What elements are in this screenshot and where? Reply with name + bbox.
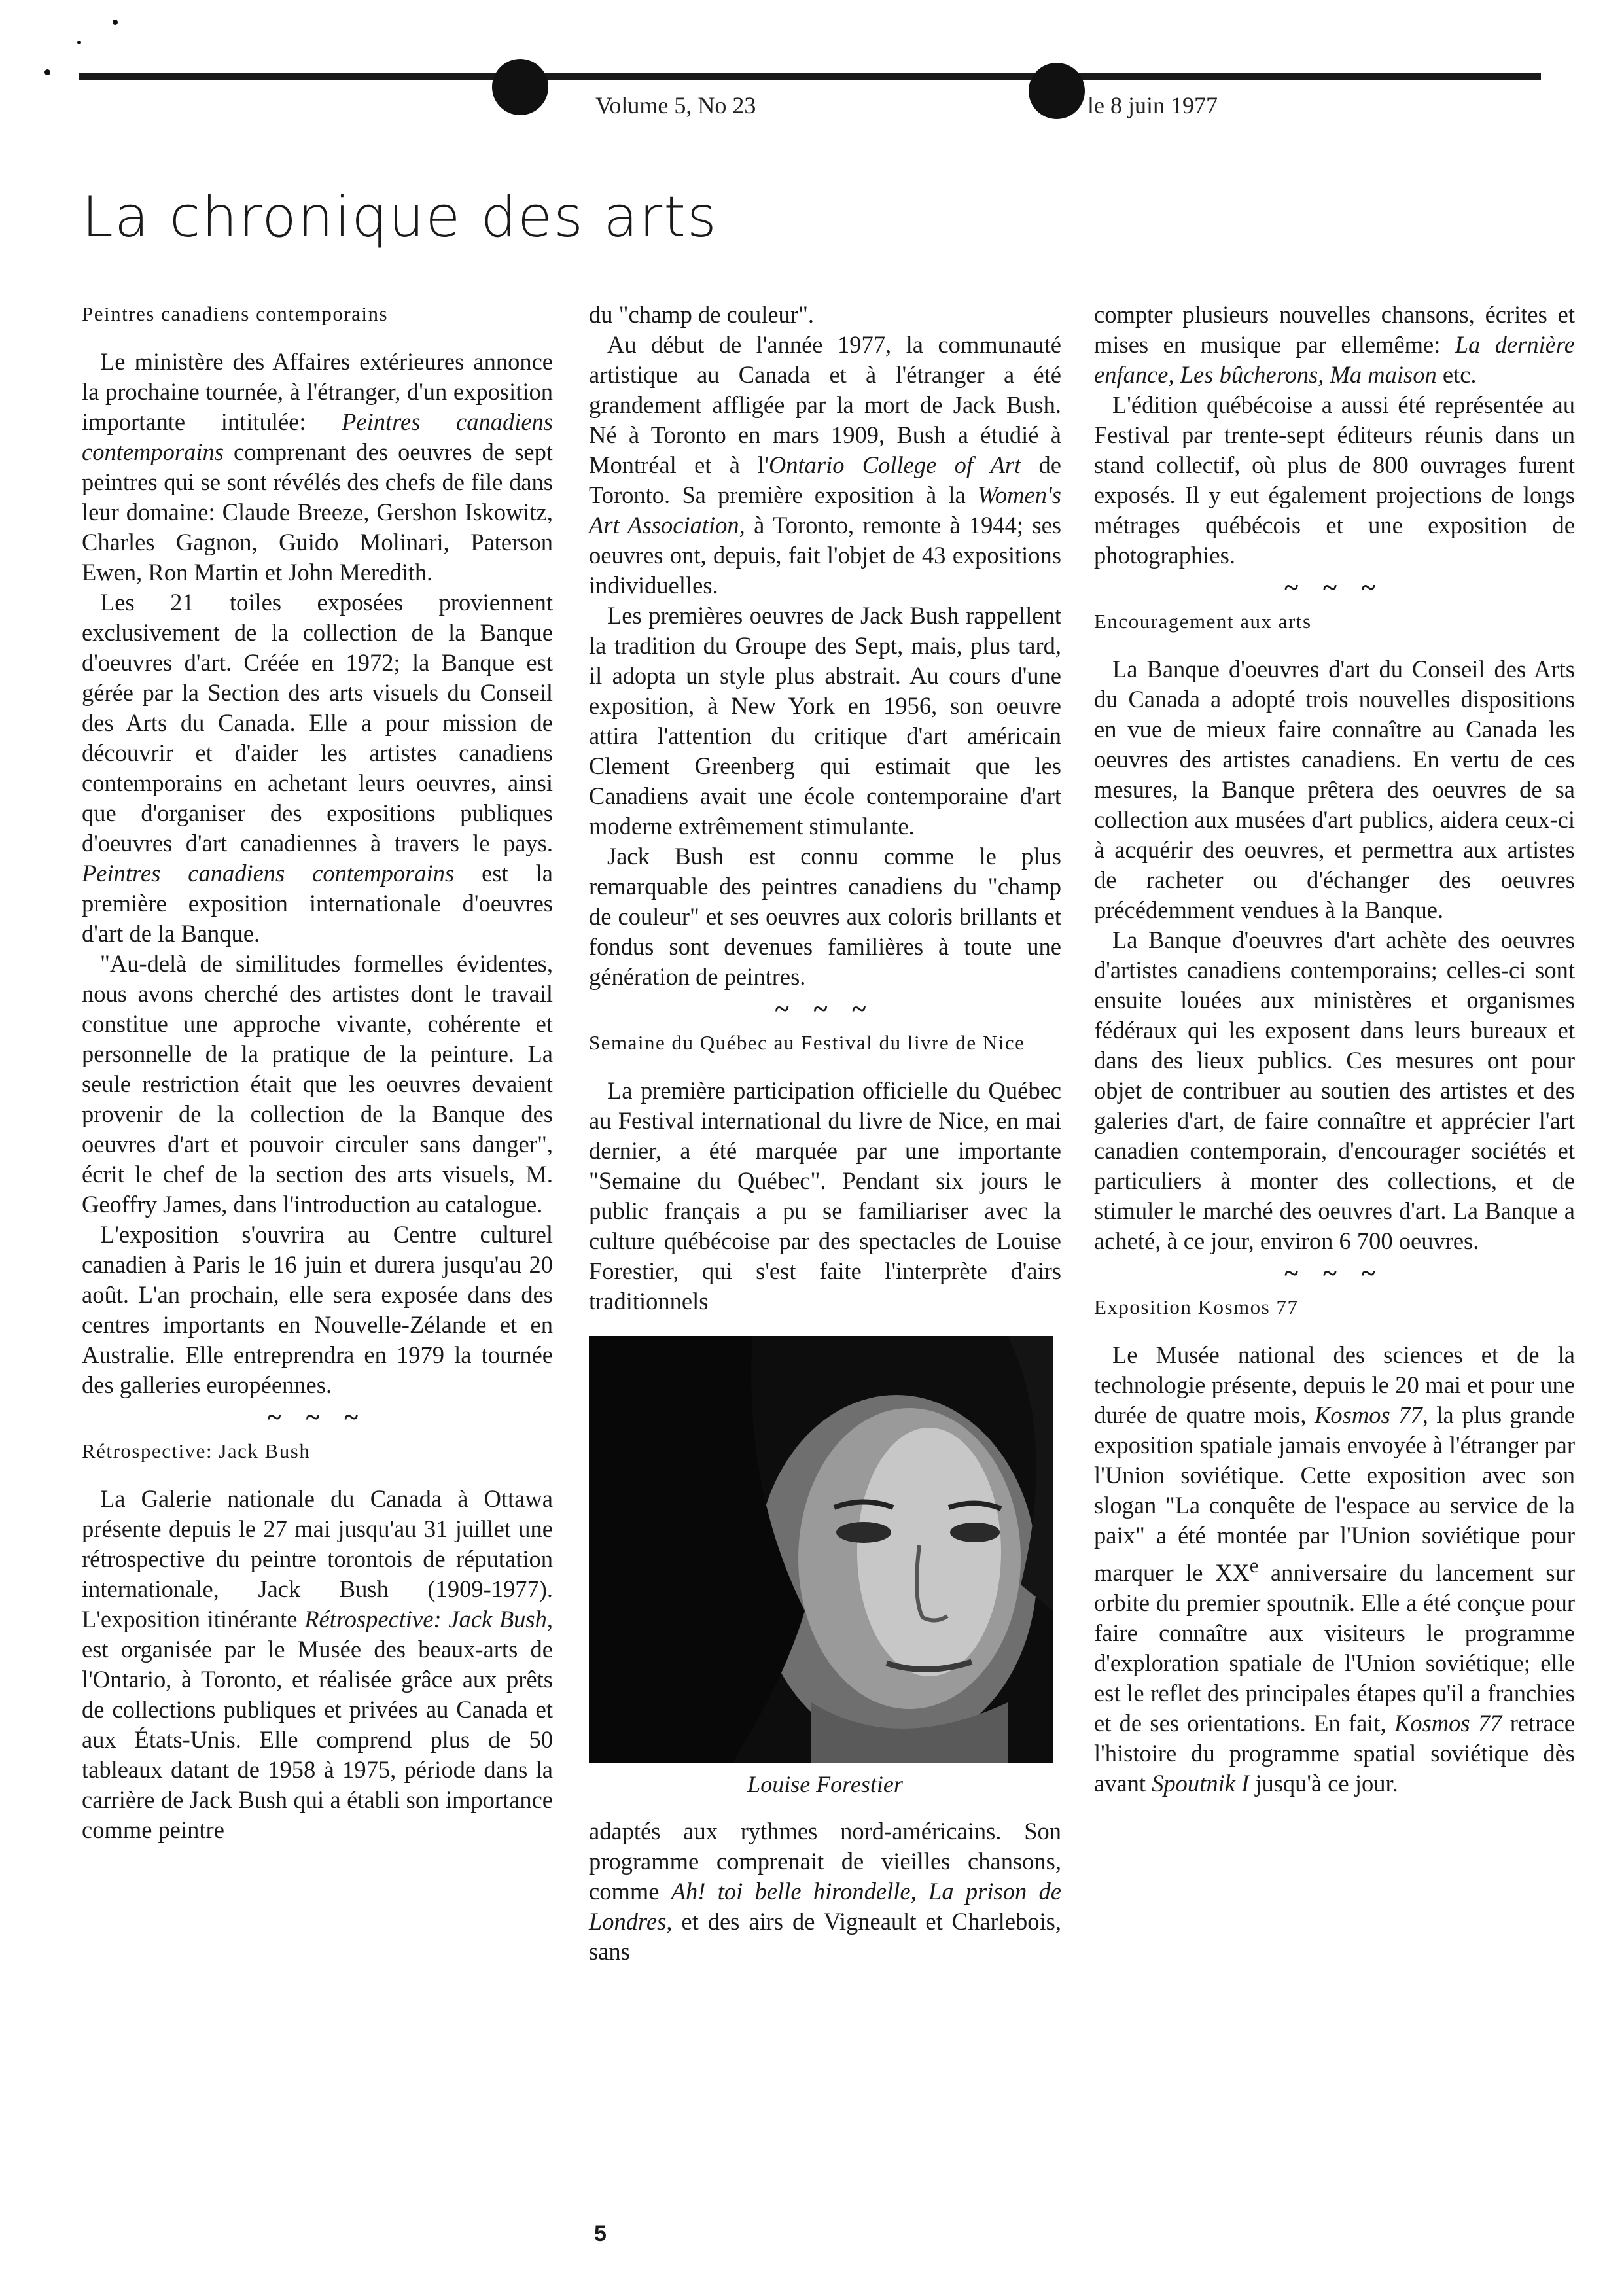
section-heading: Semaine du Québec au Festival du livre de Nice <box>589 1031 1025 1054</box>
column-3 <box>1094 300 1575 1799</box>
paragraph: compter plusieurs nouvelles chansons, écrites et mises en musique par ellemême: La dernière enfance, Les bûcherons, Ma maison etc. <box>1094 301 1575 388</box>
section-separator: ~ ~ ~ <box>775 994 875 1023</box>
issue-volume: Volume 5, No 23 <box>595 92 756 118</box>
header-dot-left <box>492 59 548 115</box>
header-rule <box>79 73 1541 80</box>
column-1 <box>82 300 553 1845</box>
section-separator: ~ ~ ~ <box>1284 1258 1385 1288</box>
column-2 <box>589 300 1061 1967</box>
paragraph: La Galerie nationale du Canada à Ottawa présente depuis le 27 mai jusqu'au 31 juillet une rétrospective du peintre torontois de réputation internationale, Jack Bush (1909-1977). L'exposition itinérante Rétrospective: Jack Bush, est organisée par le Musée des beaux-arts de l'Ontario, à Toronto, et réalisée grâce aux prêts de collections publiques et privées au Canada et aux États-Unis. Elle comprend plus de 50 tableaux datant de 1958 à 1975, période dans la carrière de Jack Bush qui a établi son importance comme peintre <box>82 1485 553 1843</box>
paragraph: Les 21 toiles exposées proviennent exclusivement de la collection de la Banque d'oeuvres d'art. Créée en 1972; la Banque est gérée par la Section des arts visuels du Conseil des Arts du Canada. Elle a pour mission de découvrir et d'aider les artistes canadiens contemporains en achetant leurs oeuvres, ainsi que d'organiser des expositions publiques d'oeuvres d'art canadiennes à travers le pays. Peintres canadiens contemporains est la première exposition internationale d'oeuvres d'art de la Banque. <box>82 589 553 947</box>
photo-caption: Louise Forestier <box>747 1771 903 1797</box>
paragraph: La Banque d'oeuvres d'art du Conseil des Arts du Canada a adopté trois nouvelles dispositions en vue de mieux faire connaître au Canada les oeuvres des artistes canadiens. En vertu de ces mesures, la Banque prêtera des oeuvres de sa collection aux musées d'art publics, aidera ceux-ci à acquérir des oeuvres, et permettra aux artistes de racheter ou d'échanger des oeuvres précédemment vendues à la Banque. <box>1094 656 1575 923</box>
page-title: La chronique des arts <box>82 185 718 250</box>
paragraph: Jack Bush est connu comme le plus remarquable des peintres canadiens du "champ de couleur" et ses oeuvres aux coloris brillants et fondus sont devenues familières à toute une génération de peintres. <box>589 843 1061 990</box>
paragraph: Les premières oeuvres de Jack Bush rappellent la tradition du Groupe des Sept, mais, plus tard, il adopta un style plus abstrait. Au cours d'une exposition, à New York en 1956, son oeuvre attira l'attention du critique d'art américain Clement Greenberg qui estimait que les Canadiens avait une école contemporaine d'art moderne extrêmement stimulante. <box>589 602 1061 839</box>
portrait-photo <box>589 1336 1053 1763</box>
section-heading: Exposition Kosmos 77 <box>1094 1296 1299 1318</box>
ink-speck <box>44 69 50 75</box>
paragraph: L'exposition s'ouvrira au Centre culturel canadien à Paris le 16 juin et durera jusqu'au 20 août. L'an prochain, elle sera exposée dans des centres importants en Nouvelle-Zélande et en Australie. Elle entreprendra en 1979 la tournée des galleries européennes. <box>82 1221 553 1398</box>
section-separator: ~ ~ ~ <box>1284 573 1385 602</box>
paragraph: adaptés aux rythmes nord-américains. Son programme comprenait de vieilles chansons, comme Ah! toi belle hirondelle, La prison de Londres, et des airs de Vigneault et Charlebois, sans <box>589 1818 1061 1965</box>
paragraph: La première participation officielle du Québec au Festival international du livre de Nice, en mai dernier, a été marquée par une importante "Semaine du Québec". Pendant six jours le public français a pu se familiariser avec la culture québécoise par des spectacles de Louise Forestier, qui s'est faite l'interprète d'airs traditionnels <box>589 1077 1061 1314</box>
section-heading: Rétrospective: Jack Bush <box>82 1439 311 1462</box>
ink-speck <box>77 41 81 44</box>
paragraph: L'édition québécoise a aussi été représentée au Festival par trente-sept éditeurs réunis dans un stand collectif, où plus de 800 ouvrages furent exposés. Il y eut également projections de longs métrages québécois et une exposition de photographies. <box>1094 391 1575 569</box>
paragraph: "Au-delà de similitudes formelles évidentes, nous avons cherché des artistes dont le travail constitue une approche vivante, cohérente et personnelle de la pratique de la peinture. La seule restriction était que les oeuvres devaient provenir de la collection de la Banque des oeuvres d'art et pouvoir circuler sans danger", écrit le chef de la section des arts visuels, M. Geoffry James, dans l'introduction au catalogue. <box>82 950 553 1218</box>
ink-speck <box>113 20 118 25</box>
paragraph: Le ministère des Affaires extérieures annonce la prochaine tournée, à l'étranger, d'un exposition importante intitulée: Peintres canadiens contemporains comprenant des oeuvres de sept peintres qui se sont révélés des chefs de file dans leur domaine: Claude Breeze, Gershon Iskowitz, Charles Gagnon, Guido Molinari, Paterson Ewen, Ron Martin et John Meredith. <box>82 348 554 586</box>
paragraph: La Banque d'oeuvres d'art achète des oeuvres d'artistes canadiens contemporains; celles-ci sont ensuite louées aux ministères et organismes fédéraux qui les exposent dans leurs bureaux et dans des lieux publics. Ces mesures ont pour objet de contribuer au soutien des artistes et des galeries d'art, de faire connaître et apprécier l'art canadien contemporain, d'encourager sociétés et particuliers à monter des collections, et de stimuler le marché des oeuvres d'art. La Banque a acheté, à ce jour, environ 6 700 oeuvres. <box>1094 926 1575 1254</box>
section-heading: Peintres canadiens contemporains <box>82 302 389 325</box>
issue-date: le 8 juin 1977 <box>1087 92 1218 118</box>
paragraph: Le Musée national des sciences et de la technologie présente, depuis le 20 mai et pour une durée de quatre mois, Kosmos 77, la plus grande exposition spatiale jamais envoyée à l'étranger par l'Union soviétique. Cette exposition avec son slogan "La conquête de l'espace au service de la paix" a été montée par l'Union soviétique pour marquer le XXe anniversaire du lancement sur orbite du premier spoutnik. Elle a été conçue pour faire connaître aux visiteurs le programme d'exploration spatiale de l'Union soviétique; elle est le reflet des principales étapes qu'il a franchies et de ses orientations. En fait, Kosmos 77 retrace l'histoire du programme spatial soviétique dès avant Spoutnik I jusqu'à ce jour. <box>1094 1341 1575 1797</box>
paragraph: Au début de l'année 1977, la communauté artistique au Canada et à l'étranger a été grandement affligée par la mort de Jack Bush. Né à Toronto en mars 1909, Bush a étudié à Montréal et à l'Ontario College of Art de Toronto. Sa première exposition à la Women's Art Association, à Toronto, remonte à 1944; ses oeuvres ont, depuis, fait l'objet de 43 expositions individuelles. <box>589 331 1061 599</box>
section-heading: Encouragement aux arts <box>1094 610 1312 633</box>
section-separator: ~ ~ ~ <box>267 1402 368 1432</box>
page-number: 5 <box>594 2221 607 2246</box>
paragraph: du "champ de couleur". <box>589 301 814 328</box>
header-dot-right <box>1029 63 1085 119</box>
